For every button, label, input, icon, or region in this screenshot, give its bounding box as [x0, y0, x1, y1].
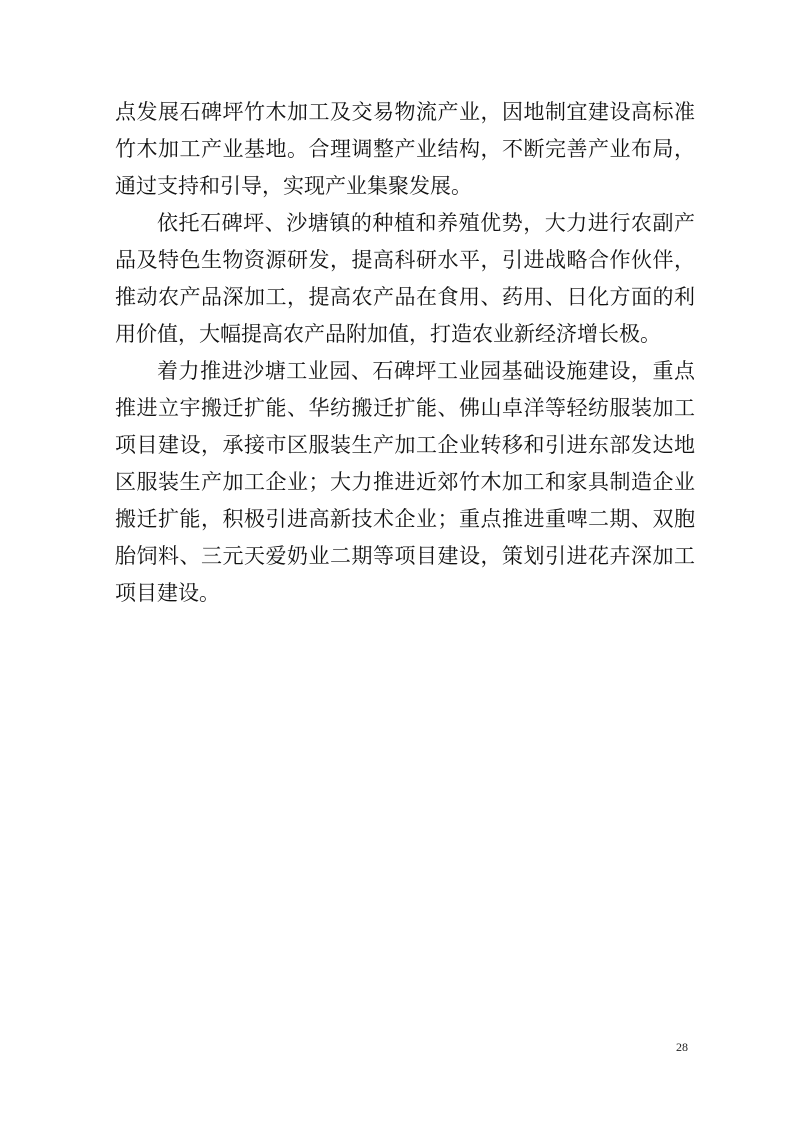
paragraph-2-line-1: 依托石碑坪、沙塘镇的种植和养殖优势，大力进行农副产: [157, 211, 695, 235]
paragraph-2-line-2: 品及特色生物资源研发，提高科研水平，引进战略合作伙伴，: [115, 248, 695, 272]
paragraph-3-line-4: 区服装生产加工企业；大力推进近郊竹木加工和家具制造企业: [115, 470, 695, 494]
paragraph-1-line-3: 通过支持和引导，实现产业集聚发展。: [115, 174, 472, 198]
body-text: [115, 94, 695, 612]
page-number: 28: [676, 1040, 688, 1054]
paragraph-2-line-4: 用价值，大幅提高农产品附加值，打造农业新经济增长极。: [115, 322, 661, 346]
paragraph-3-line-6: 胎饲料、三元天爱奶业二期等项目建设，策划引进花卉深加工: [115, 544, 695, 568]
paragraph-1-line-2: 竹木加工产业基地。合理调整产业结构，不断完善产业布局，: [115, 137, 695, 161]
paragraph-1-line-1: 点发展石碑坪竹木加工及交易物流产业，因地制宜建设高标准: [115, 100, 695, 124]
paragraph-3-line-1: 着力推进沙塘工业园、石碑坪工业园基础设施建设，重点: [157, 359, 695, 383]
paragraph-3-line-7: 项目建设。: [115, 581, 220, 605]
paragraph-3-line-2: 推进立宇搬迁扩能、华纺搬迁扩能、佛山卓洋等轻纺服装加工: [115, 396, 695, 420]
paragraph-3-line-5: 搬迁扩能，积极引进高新技术企业；重点推进重啤二期、双胞: [115, 507, 695, 531]
paragraph-2-line-3: 推动农产品深加工，提高农产品在食用、药用、日化方面的利: [115, 285, 695, 309]
paragraph-3-line-3: 项目建设，承接市区服装生产加工企业转移和引进东部发达地: [115, 433, 695, 457]
